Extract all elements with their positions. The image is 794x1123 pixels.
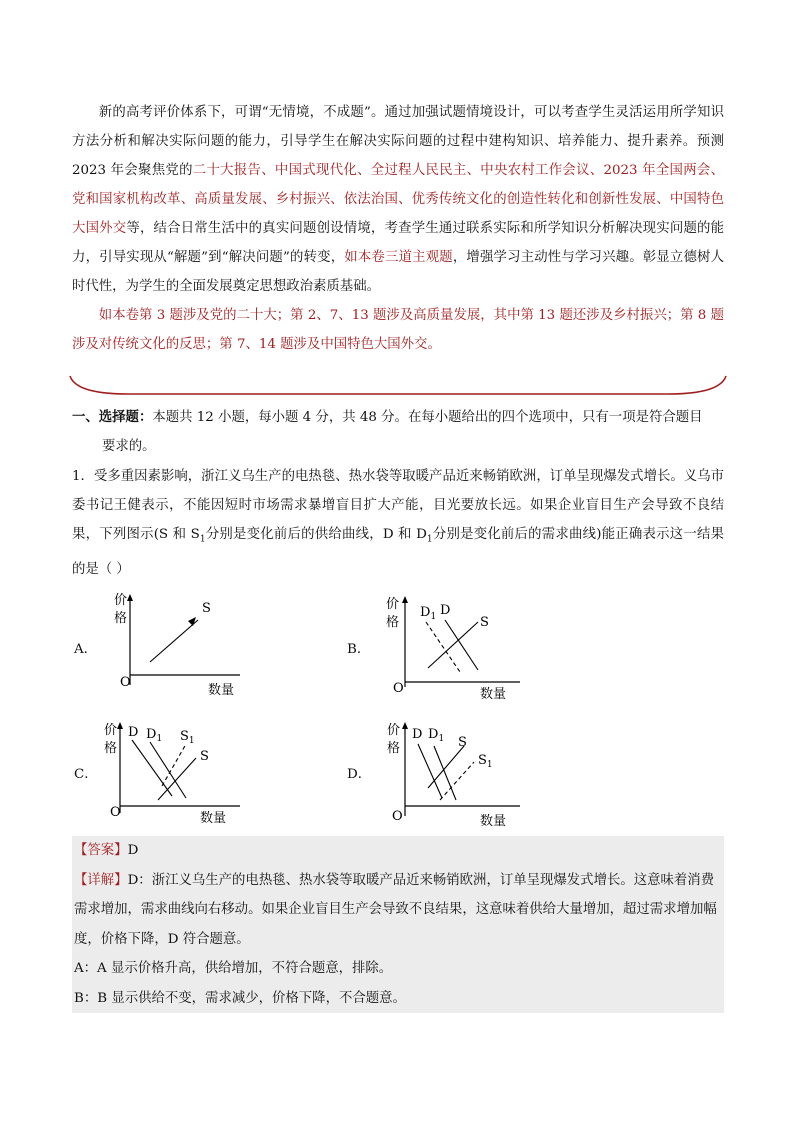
axis-label-price: 格 (114, 611, 128, 626)
option-a-label[interactable]: A． (74, 642, 98, 657)
section-instructions: 本题共 12 小题，每小题 4 分，共 48 分。在每小题给出的四个选项中，只有一项是符合题目 (152, 410, 703, 425)
axis-label-price: 格 (386, 615, 400, 630)
option-b-graph[interactable] (380, 592, 530, 704)
curve-label-d: D (128, 725, 139, 740)
intro-box (72, 98, 724, 359)
intro-text: 新的高考评价体系下，可谓“无情境，不成题”。通过加强试题情境设计，可以考查学生灵活运用所学知识方法分析和解决实际问题的能力，引导学生在解决实际问题的过程中建构知识、培养能力、提升素养。预测 2023 年会聚焦党的 (72, 105, 724, 178)
axis-label-quantity: 数量 (200, 811, 227, 826)
curve-label-d1: $D_1$ (420, 605, 437, 622)
curve-label-d: D (440, 603, 451, 618)
explanation-b: B：B 显示供给不变，需求减少，价格下降，不合题意。 (74, 990, 406, 1006)
option-c-label[interactable]: C． (74, 767, 98, 782)
answer-box (72, 836, 724, 1013)
intro-paragraph-1 (72, 98, 724, 301)
curve-label-s: S (202, 601, 211, 616)
answer-line (72, 836, 724, 866)
arrow-icon (188, 617, 196, 626)
axis-label-price: 价 (104, 723, 118, 738)
curve-label-d1: $D_1$ (428, 727, 445, 744)
axis-label-quantity: 数量 (208, 683, 235, 698)
axis-label-price: 价 (387, 723, 401, 738)
detail-tag: 【详解】 (74, 872, 128, 888)
section-instructions-cont: 要求的。 (102, 439, 156, 454)
origin-label: O (392, 809, 403, 824)
curve-label-d1: $D_1$ (146, 727, 163, 744)
question-1 (72, 462, 724, 584)
option-a-graph[interactable] (100, 590, 250, 700)
option-d-label[interactable]: D． (347, 767, 372, 782)
option-b-label[interactable]: B． (347, 642, 371, 657)
option-d-graph[interactable] (380, 718, 530, 830)
intro-highlight-example: 如本卷三道主观题 (344, 250, 453, 265)
answer-tag: 【答案】 (74, 843, 128, 858)
axis-label-price: 价 (114, 593, 128, 608)
intro-text: 等，结合日常生活中的真实问题创设情境，考查学生通过联系实际和所学知识分析解决现实问题的能力，引导实现从“解题”到“解决问题”的转变， (72, 221, 725, 265)
origin-label: O (110, 805, 121, 820)
subscript: 1 (426, 534, 433, 545)
curve-label-s: S (200, 749, 209, 764)
brace-divider (68, 372, 728, 400)
section-title: 一、选择题： (72, 409, 153, 425)
question-text: 1．受多重因素影响，浙江义乌生产的电热毯、热水袋等取暖产品近来畅销欧洲，订单呈现爆发式增长。义乌市委书记王健表示，不能因短时市场需求暴增盲目扩大产能，目光要放长远。如果企业盲目生产会导致不良结果，下列图示(S 和 S (72, 469, 724, 542)
curve-label-s: S (458, 735, 467, 750)
origin-label: O (393, 681, 404, 696)
axis-label-quantity: 数量 (480, 687, 507, 702)
subscript: 1 (199, 534, 206, 545)
intro-paragraph-2: 如本卷第 3 题涉及党的二十大；第 2、7、13 题涉及高质量发展，其中第 13 题还涉及乡村振兴；第 8 题涉及对传统文化的反思；第 7、14 题涉及中国特色大国外交。 (72, 308, 724, 352)
axis-label-quantity: 数量 (480, 814, 507, 829)
curve-label-d: D (412, 727, 423, 742)
section-heading (72, 403, 724, 461)
curve-label-s: S (480, 615, 489, 630)
explanation-a: A：A 显示价格升高，供给增加，不符合题意，排除。 (74, 961, 393, 976)
detail-text: D：浙江义乌生产的电热毯、热水袋等取暖产品近来畅销欧洲，订单呈现爆发式增长。这意味着消费需求增加，需求曲线向右移动。如果企业盲目生产会导致不良结果，这意味着供给大量增加，超过需求增加幅度，价格下降，D 符合题意。 (74, 872, 717, 947)
curve-label-s1: $S_1$ (478, 753, 493, 770)
intro-highlight-topics: 二十大报告、中国式现代化、全过程人民民主、中央农村工作会议、2023 年全国两会、党和国家机构改革、高质量发展、乡村振兴、依法治国、优秀传统文化的创造性转化和创新性发展、中国特色大国外交 (72, 163, 724, 236)
answer-value: D (127, 843, 139, 858)
question-text: 分别是变化前后的需求曲线)能正确表示这一结果的是（ ） (72, 527, 725, 577)
intro-text: ，增强学习主动性与学习兴趣。彰显立德树人时代性，为学生的全面发展奠定思想政治素质基础。 (72, 250, 725, 294)
axis-label-price: 格 (387, 741, 401, 756)
option-c-graph[interactable] (100, 718, 250, 830)
detail-line (72, 866, 724, 955)
axis-label-price: 格 (104, 741, 118, 756)
origin-label: O (120, 675, 131, 690)
question-text: 分别是变化前后的供给曲线，D 和 D (205, 527, 427, 542)
axis-label-price: 价 (386, 597, 400, 612)
curve-label-s1: $S_1$ (180, 729, 195, 746)
